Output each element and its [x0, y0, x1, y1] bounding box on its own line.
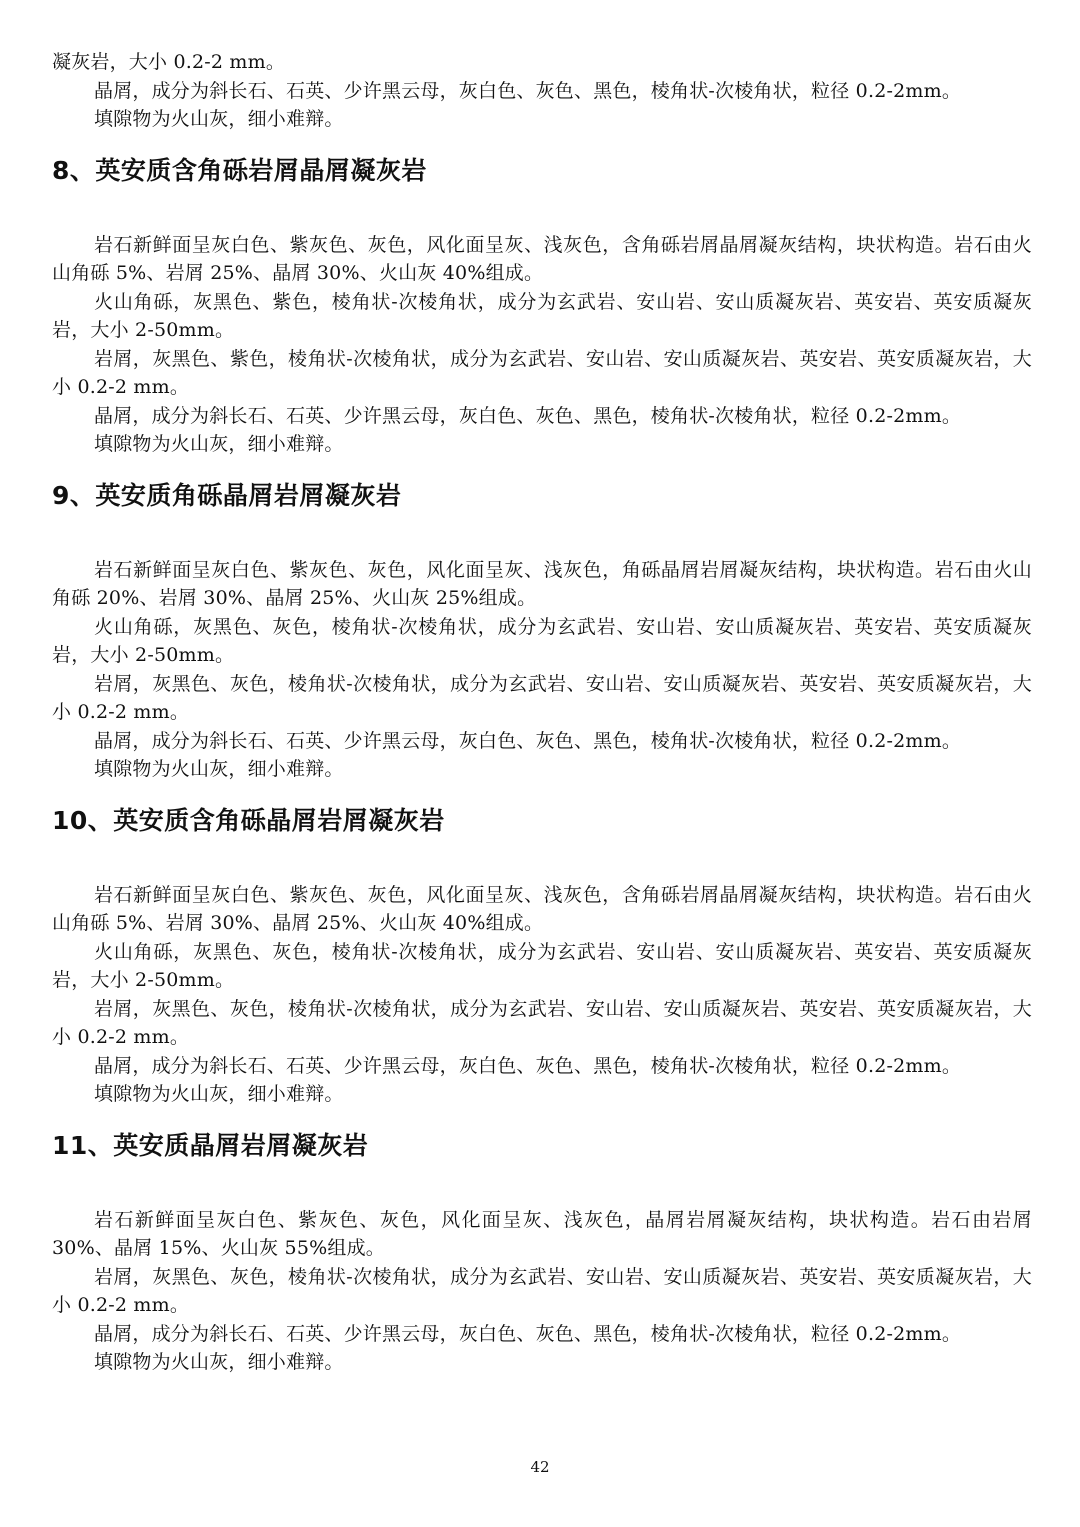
section-11	[52, 1129, 1032, 1377]
section-paragraph: 填隙物为火山灰，细小难辩。	[94, 758, 344, 780]
section-paragraph: 岩屑，灰黑色、紫色，棱角状-次棱角状，成分为玄武岩、安山岩、安山质凝灰岩、英安岩、英安质凝灰岩，大小 0.2-2 mm。	[52, 347, 1032, 398]
section-paragraph: 岩屑，灰黑色、灰色，棱角状-次棱角状，成分为玄武岩、安山岩、安山质凝灰岩、英安岩、英安质凝灰岩，大小 0.2-2 mm。	[52, 1265, 1032, 1316]
continued-line: 凝灰岩，大小 0.2-2 mm。	[52, 51, 286, 73]
section-paragraph: 岩石新鲜面呈灰白色、紫灰色、灰色，风化面呈灰、浅灰色，含角砾岩屑晶屑凝灰结构，块状构造。岩石由火山角砾 5%、岩屑 25%、晶屑 30%、火山灰 40%组成。	[52, 233, 1032, 284]
section-paragraph: 岩石新鲜面呈灰白色、紫灰色、灰色，风化面呈灰、浅灰色，含角砾岩屑晶屑凝灰结构，块状构造。岩石由火山角砾 5%、岩屑 30%、晶屑 25%、火山灰 40%组成。	[52, 883, 1032, 934]
intro-paragraph: 晶屑，成分为斜长石、石英、少许黑云母，灰白色、灰色、黑色，棱角状-次棱角状，粒径 0.2-2mm。	[94, 79, 962, 102]
section-paragraph: 晶屑，成分为斜长石、石英、少许黑云母，灰白色、灰色、黑色，棱角状-次棱角状，粒径 0.2-2mm。	[94, 404, 962, 427]
section-9	[52, 479, 1032, 784]
section-paragraph: 岩石新鲜面呈灰白色、紫灰色、灰色，风化面呈灰、浅灰色，角砾晶屑岩屑凝灰结构，块状构造。岩石由火山角砾 20%、岩屑 30%、晶屑 25%、火山灰 25%组成。	[52, 558, 1032, 609]
section-paragraph: 火山角砾，灰黑色、紫色，棱角状-次棱角状，成分为玄武岩、安山岩、安山质凝灰岩、英安岩、英安质凝灰岩，大小 2-50mm。	[52, 290, 1032, 341]
section-paragraph: 岩石新鲜面呈灰白色、紫灰色、灰色，风化面呈灰、浅灰色，晶屑岩屑凝灰结构，块状构造。岩石由岩屑 30%、晶屑 15%、火山灰 55%组成。	[52, 1208, 1032, 1259]
document-page	[52, 48, 1032, 1377]
section-title: 9、英安质角砾晶屑岩屑凝灰岩	[52, 480, 402, 510]
section-paragraph: 填隙物为火山灰，细小难辩。	[94, 1351, 344, 1373]
section-paragraph: 填隙物为火山灰，细小难辩。	[94, 1083, 344, 1105]
section-paragraph: 晶屑，成分为斜长石、石英、少许黑云母，灰白色、灰色、黑色，棱角状-次棱角状，粒径 0.2-2mm。	[94, 1054, 962, 1077]
section-title: 11、英安质晶屑岩屑凝灰岩	[52, 1130, 369, 1160]
section-8	[52, 154, 1032, 459]
section-paragraph: 岩屑，灰黑色、灰色，棱角状-次棱角状，成分为玄武岩、安山岩、安山质凝灰岩、英安岩、英安质凝灰岩，大小 0.2-2 mm。	[52, 997, 1032, 1048]
intro-paragraph: 填隙物为火山灰，细小难辩。	[94, 108, 344, 130]
section-title: 8、英安质含角砾岩屑晶屑凝灰岩	[52, 155, 427, 185]
section-paragraph: 晶屑，成分为斜长石、石英、少许黑云母，灰白色、灰色、黑色，棱角状-次棱角状，粒径 0.2-2mm。	[94, 729, 962, 752]
section-paragraph: 填隙物为火山灰，细小难辩。	[94, 433, 344, 455]
section-title: 10、英安质含角砾晶屑岩屑凝灰岩	[52, 805, 445, 835]
section-paragraph: 火山角砾，灰黑色、灰色，棱角状-次棱角状，成分为玄武岩、安山岩、安山质凝灰岩、英安岩、英安质凝灰岩，大小 2-50mm。	[52, 615, 1032, 666]
page-number: 42	[530, 1458, 550, 1476]
section-paragraph: 火山角砾，灰黑色、灰色，棱角状-次棱角状，成分为玄武岩、安山岩、安山质凝灰岩、英安岩、英安质凝灰岩，大小 2-50mm。	[52, 940, 1032, 991]
section-paragraph: 岩屑，灰黑色、灰色，棱角状-次棱角状，成分为玄武岩、安山岩、安山质凝灰岩、英安岩、英安质凝灰岩，大小 0.2-2 mm。	[52, 672, 1032, 723]
section-paragraph: 晶屑，成分为斜长石、石英、少许黑云母，灰白色、灰色、黑色，棱角状-次棱角状，粒径 0.2-2mm。	[94, 1322, 962, 1345]
section-10	[52, 804, 1032, 1109]
